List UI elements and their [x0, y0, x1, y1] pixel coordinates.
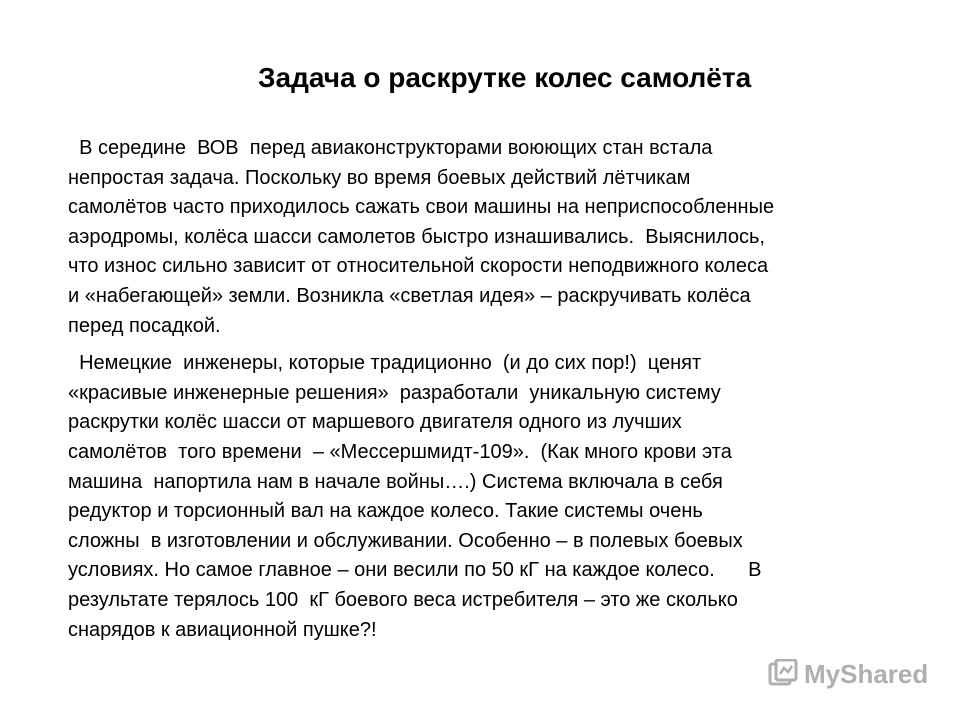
- slide-title: Задача о раскрутке колес самолёта: [258, 62, 752, 93]
- text-line: «красивые инженерные решения» разработали уникальную систему: [68, 381, 721, 404]
- text-line: результате терялось 100 кГ боевого веса истребителя – это же сколько: [68, 588, 738, 611]
- text-line: раскрутки колёс шасси от маршевого двигателя одного из лучших: [68, 411, 682, 434]
- text-line: сложны в изготовлении и обслуживании. Особенно – в полевых боевых: [68, 529, 743, 552]
- text-line: и «набегающей» земли. Возникла «светлая идея» – раскручивать колёса: [68, 284, 751, 307]
- paragraph-1: [68, 134, 928, 341]
- slide-body: [68, 134, 928, 645]
- text-line: что износ сильно зависит от относительной скорости неподвижного колеса: [68, 255, 769, 278]
- text-line: редуктор и торсионный вал на каждое колесо. Такие системы очень: [68, 500, 703, 523]
- text-line: машина напортила нам в начале войны….) Система включала в себя: [68, 470, 723, 493]
- paragraph-2: [68, 349, 928, 645]
- text-line: снарядов к авиационной пушке?!: [68, 618, 377, 641]
- text-line: Немецкие инженеры, которые традиционно (и до сих пор!) ценят: [68, 352, 702, 375]
- text-line: самолётов того времени – «Мессершмидт-109». (Как много крови эта: [68, 440, 732, 463]
- text-line: условиях. Но самое главное – они весили по 50 кГ на каждое колесо. В: [68, 559, 762, 582]
- logo-icon: [768, 659, 798, 689]
- text-line: В середине ВОВ перед авиаконструкторами воюющих стан встала: [68, 137, 713, 159]
- text-line: аэродромы, колёса шасси самолетов быстро изнашивались. Выяснилось,: [68, 225, 765, 248]
- text-line: самолётов часто приходилось сажать свои машины на неприспособленные: [68, 196, 775, 219]
- watermark: [768, 655, 928, 693]
- watermark-text: MyShared: [804, 658, 929, 689]
- text-line: непростая задача. Поскольку во время боевых действий лётчикам: [68, 166, 691, 189]
- text-line: перед посадкой.: [68, 314, 221, 337]
